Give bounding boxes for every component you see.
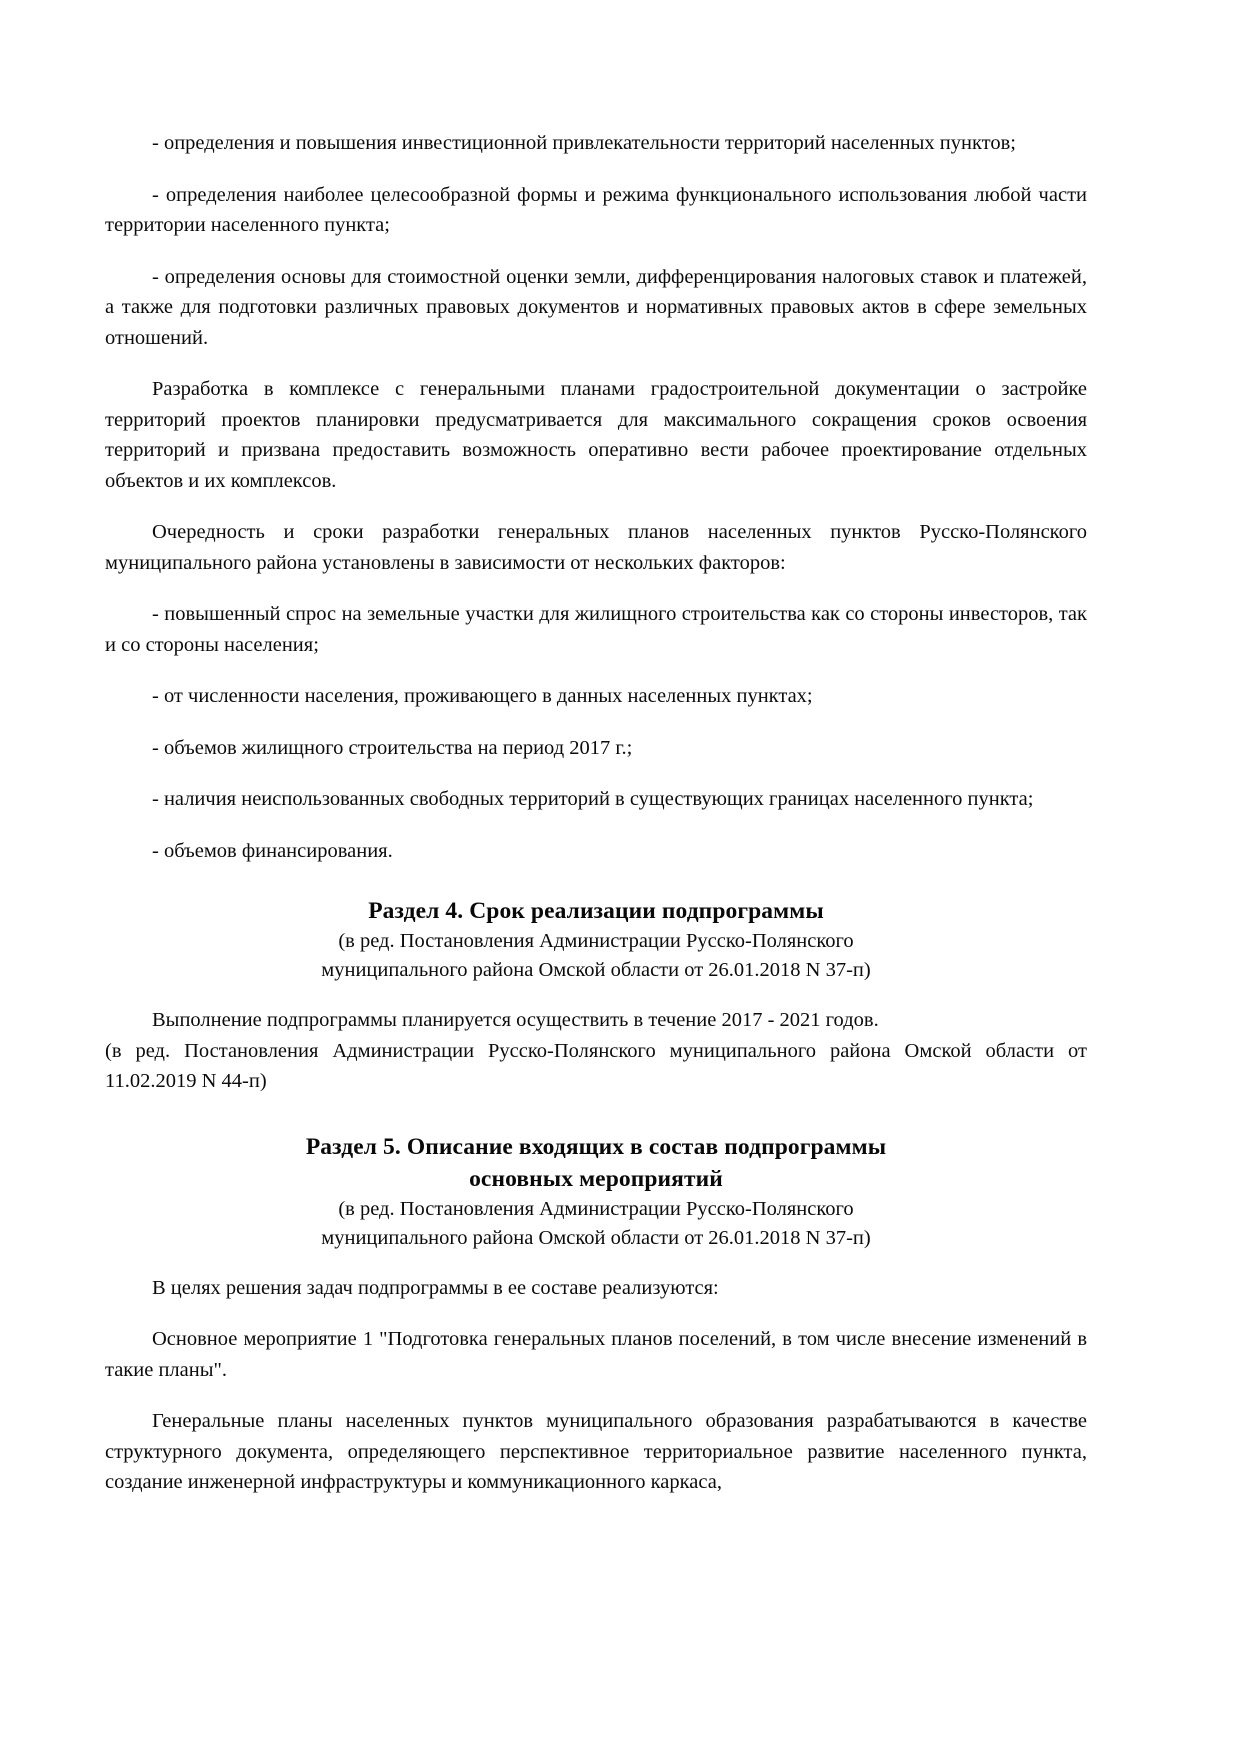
section-5-note-line-2: муниципального района Омской области от 26.01.2018 N 37-п) [321,1226,871,1249]
paragraph-razrabotka: Разработка в комплексе с генеральными планами градостроительной документации о застройке территорий проектов планировки предусматривается для максимального сокращения сроков освоения территорий и призвана предоставить возможность оперативно вести рабочее проектирование отдельных объектов и их комплексов. [105,378,1087,492]
section-5-title-line-1: Раздел 5. Описание входящих в состав подпрограммы [305,1133,887,1160]
paragraph-meropriyatie-1: Основное мероприятие 1 "Подготовка генеральных планов поселений, в том числе внесение изменений в такие планы". [105,1328,1087,1381]
list-item: - определения основы для стоимостной оценки земли, дифференцирования налоговых ставок и платежей, а также для подготовки различных правовых документов и нормативных правовых актов в сфере земельных отношений. [105,265,1087,349]
section-4-heading-block [105,895,1087,985]
paragraph-v-celyah: В целях решения задач подпрограммы в ее составе реализуются: [152,1276,719,1299]
section-5-heading-block [105,1131,1087,1253]
paragraph-genplany: Генеральные планы населенных пунктов муниципального образования разрабатываются в качестве структурного документа, определяющего перспективное территориальное развитие населенного пункта, создание инженерной инфраструктуры и коммуникационного каркаса, [105,1410,1087,1493]
list-item: - объемов финансирования. [152,839,393,862]
list-item: - объемов жилищного строительства на период 2017 г.; [152,736,633,759]
list-item: - от численности населения, проживающего в данных населенных пунктах; [152,685,813,707]
section-5-title-line-2: основных мероприятий [469,1165,723,1192]
section-5-note-line-1: (в ред. Постановления Администрации Русско-Полянского [338,1197,854,1220]
paragraph-red-note-44p: (в ред. Постановления Администрации Русско-Полянского муниципального района Омской области от 11.02.2019 N 44-п) [105,1039,1087,1092]
section-4-title: Раздел 4. Срок реализации подпрограммы [368,898,824,924]
section-4-note-line-1: (в ред. Постановления Администрации Русско-Полянского [338,930,854,952]
list-item: - повышенный спрос на земельные участки для жилищного строительства как со стороны инвесторов, так и со стороны населения; [105,603,1087,656]
list-item: - определения наиболее целесообразной формы и режима функционального использования любой части территории населенного пункта; [105,183,1087,236]
document-body [105,128,1087,1498]
paragraph-ocherednost: Очередность и сроки разработки генеральных планов населенных пунктов Русско-Полянского муниципального района установлены в зависимости от нескольких факторов: [105,521,1087,574]
section-4-note-line-2: муниципального района Омской области от 26.01.2018 N 37-п) [321,959,871,981]
list-item: - наличия неиспользованных свободных территорий в существующих границах населенного пункта; [152,788,1034,810]
paragraph-vypolnenie: Выполнение подпрограммы планируется осуществить в течение 2017 - 2021 годов. [152,1009,879,1031]
list-item: - определения и повышения инвестиционной привлекательности территорий населенных пунктов; [152,132,1016,154]
